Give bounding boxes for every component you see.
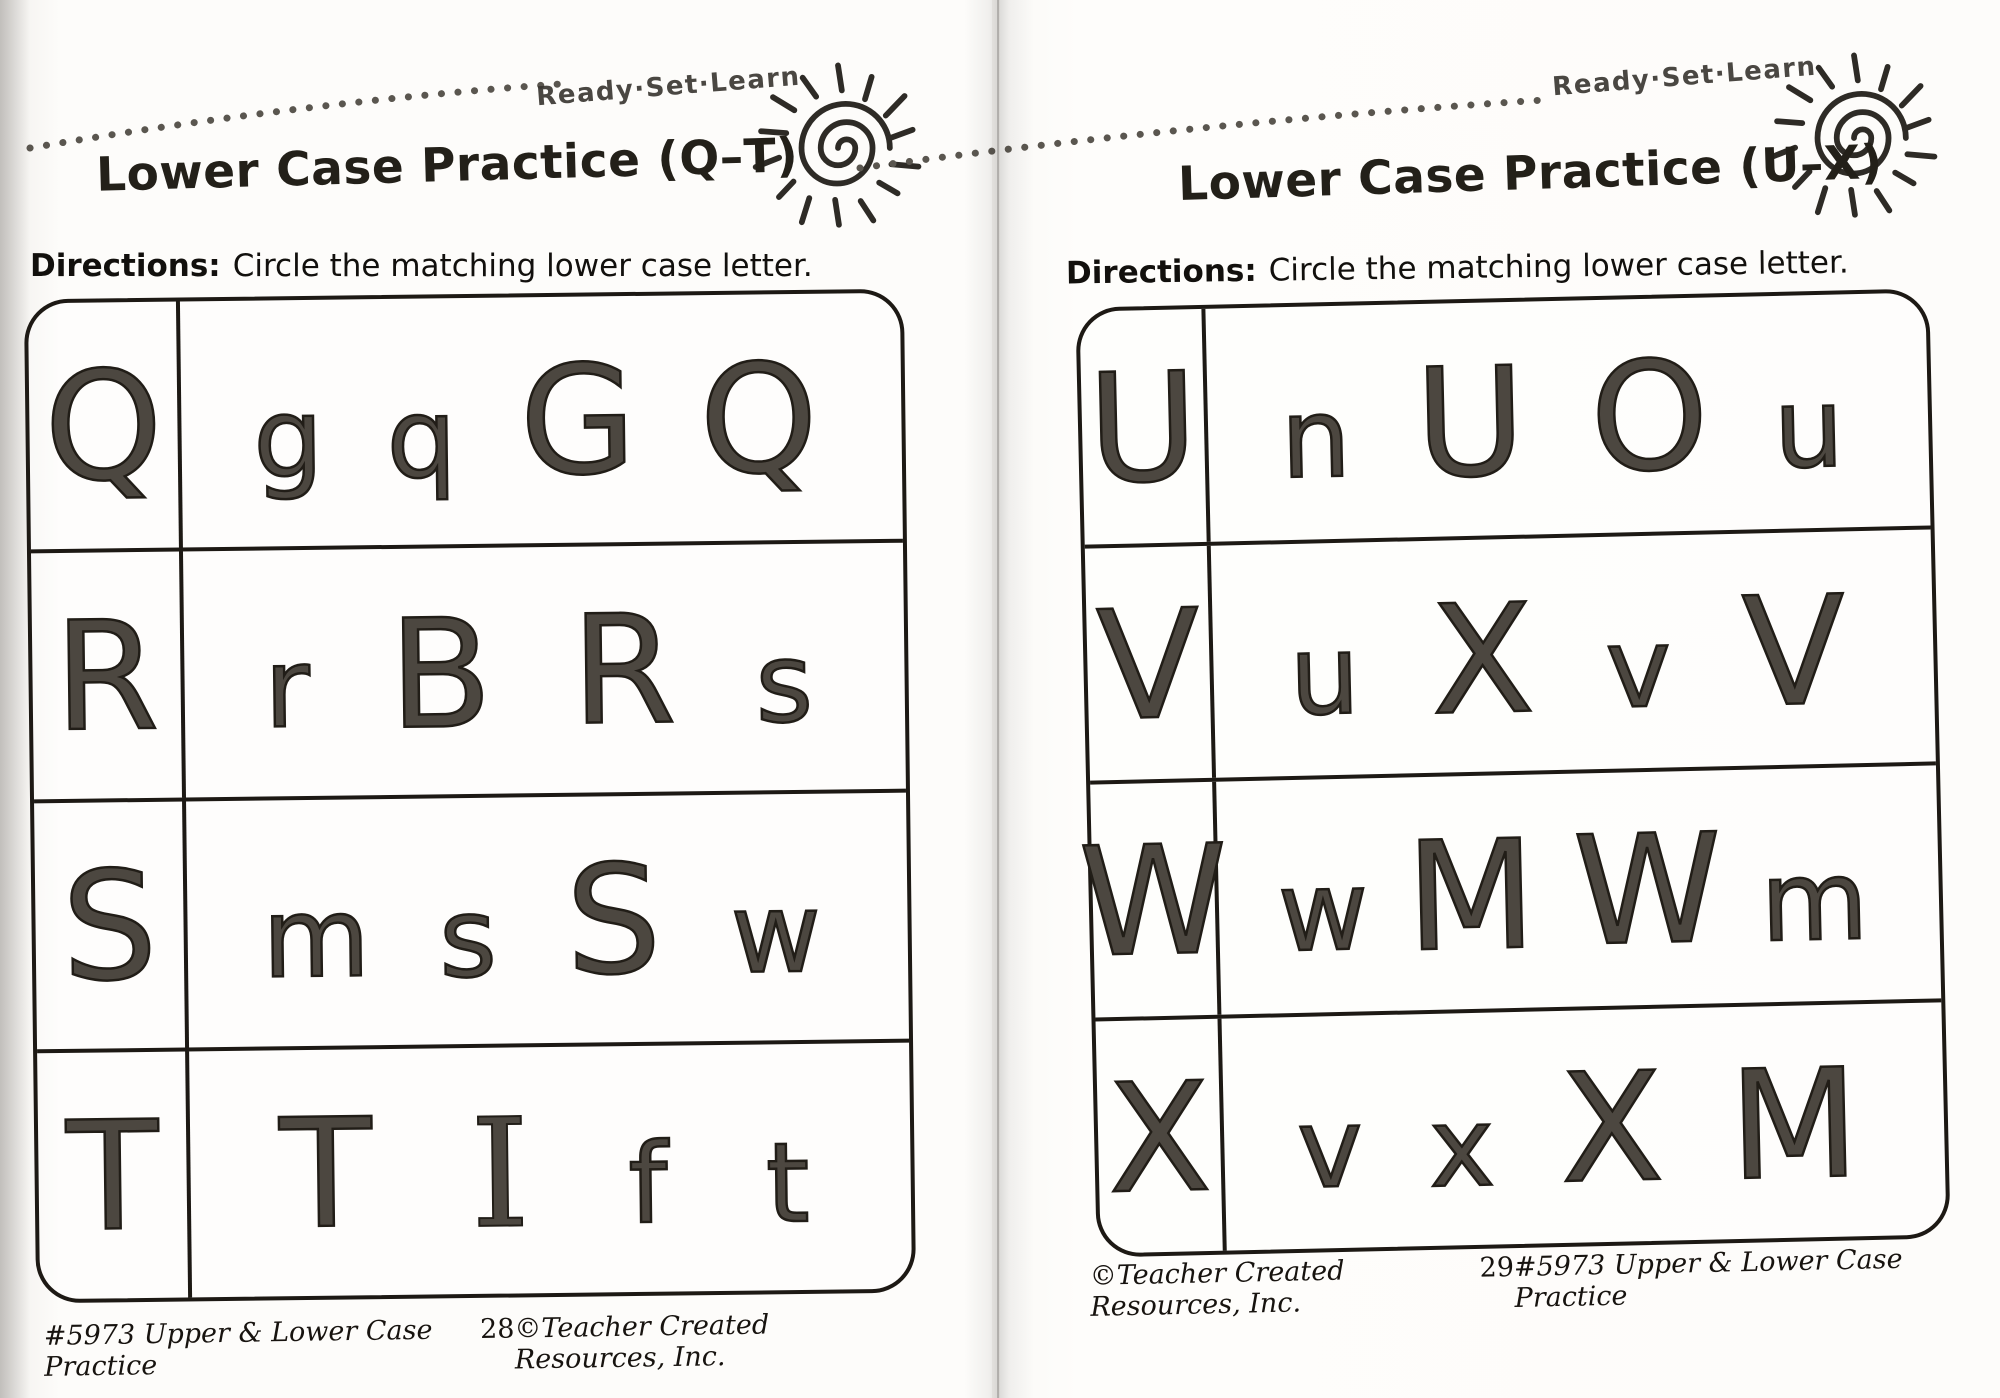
options-cell [1205, 293, 1930, 542]
page-title: Lower Case Practice (U–X) [1177, 134, 1884, 213]
option-letter[interactable]: u [1772, 363, 1846, 493]
option-letter[interactable]: w [1276, 846, 1370, 977]
book-gutter [964, 0, 1034, 1398]
option-letter[interactable]: X [1429, 572, 1536, 749]
option-letter[interactable]: O [1588, 329, 1711, 507]
key-letter: W [1077, 813, 1230, 991]
options-cell [180, 293, 903, 548]
letter-row [37, 1039, 912, 1300]
option-letter[interactable]: w [730, 868, 822, 998]
worksheet-page-left [0, 0, 992, 1398]
options-cell [1211, 529, 1936, 778]
footer-publisher: ©Teacher Created Resources, Inc. [514, 1309, 770, 1376]
options-cell [189, 1043, 912, 1298]
option-letter[interactable]: g [252, 373, 324, 503]
directions-label: Directions: [30, 248, 221, 284]
brand-logo-text: Ready·Set·Learn [535, 61, 802, 113]
letter-matching-table [1075, 288, 1950, 1257]
options-cell [186, 793, 909, 1048]
option-letter[interactable]: S [564, 833, 663, 1009]
option-letter[interactable]: G [518, 333, 638, 510]
footer-book-title: #5973 Upper & Lower Case Practice [43, 1314, 433, 1383]
page-title: Lower Case Practice (Q–T) [95, 128, 799, 203]
option-letter[interactable]: m [1759, 835, 1870, 967]
option-letter[interactable]: v [1604, 602, 1673, 733]
option-letter[interactable]: x [1427, 1082, 1496, 1212]
option-letter[interactable]: s [438, 873, 498, 1003]
option-letter[interactable]: T [278, 1087, 373, 1263]
key-letter: S [60, 839, 159, 1015]
key-cell [1096, 1018, 1227, 1253]
letter-row [1077, 761, 1941, 1017]
option-letter[interactable]: X [1558, 1040, 1666, 1217]
page-footer [44, 1307, 921, 1383]
letter-row [1079, 293, 1930, 545]
key-cell [28, 302, 183, 550]
option-letter[interactable]: U [1413, 335, 1528, 513]
option-letter[interactable]: I [469, 1087, 531, 1263]
footer-page-number: 29 [1479, 1251, 1515, 1284]
brand-logo-text: Ready·Set·Learn [1551, 51, 1818, 103]
options-cell [183, 543, 906, 798]
letter-row [34, 789, 909, 1050]
option-letter[interactable]: f [627, 1119, 669, 1249]
option-letter[interactable]: r [263, 623, 311, 753]
key-letter: X [1105, 1050, 1213, 1227]
key-letter: Q [43, 339, 164, 516]
key-cell [1085, 545, 1216, 780]
footer-page-number: 28 [479, 1313, 515, 1346]
key-letter: V [1095, 577, 1202, 754]
letter-row [28, 293, 903, 550]
option-letter[interactable]: B [388, 587, 494, 763]
footer-book-title: #5973 Upper & Lower Case Practice [1513, 1243, 1903, 1314]
option-letter[interactable]: Q [698, 332, 819, 509]
directions-text: Circle the matching lower case letter. [1268, 244, 1849, 289]
key-cell [34, 801, 189, 1049]
option-letter[interactable]: n [1279, 373, 1353, 504]
page-footer [1089, 1243, 1934, 1323]
option-letter[interactable]: t [765, 1118, 811, 1248]
directions [30, 248, 813, 284]
key-cell [31, 551, 186, 799]
option-letter[interactable]: M [1404, 808, 1538, 986]
options-cell [1221, 1002, 1946, 1251]
key-cell [1077, 782, 1230, 1017]
option-letter[interactable]: s [754, 618, 814, 748]
option-letter[interactable]: u [1288, 609, 1361, 740]
directions-text: Circle the matching lower case letter. [232, 248, 813, 284]
directions [1066, 245, 1849, 292]
option-letter[interactable]: v [1296, 1083, 1365, 1213]
option-letter[interactable]: q [385, 374, 458, 503]
key-letter: U [1086, 341, 1200, 518]
key-letter: T [65, 1089, 160, 1265]
letter-row [1095, 998, 1946, 1254]
option-letter[interactable]: V [1740, 563, 1848, 741]
key-letter: R [53, 589, 160, 766]
letter-row [31, 539, 906, 800]
options-cell [1216, 765, 1941, 1014]
key-cell [37, 1051, 192, 1299]
option-letter[interactable]: R [570, 583, 677, 759]
option-letter[interactable]: W [1571, 802, 1725, 980]
letter-row [1085, 525, 1936, 781]
worksheet-page-right [1000, 0, 2000, 1398]
directions-label: Directions: [1065, 252, 1257, 292]
option-letter[interactable]: m [261, 873, 371, 1003]
key-cell [1079, 309, 1210, 544]
letter-matching-table [24, 289, 916, 1304]
footer-publisher: ©Teacher Created Resources, Inc. [1089, 1255, 1345, 1323]
option-letter[interactable]: M [1727, 1036, 1861, 1214]
